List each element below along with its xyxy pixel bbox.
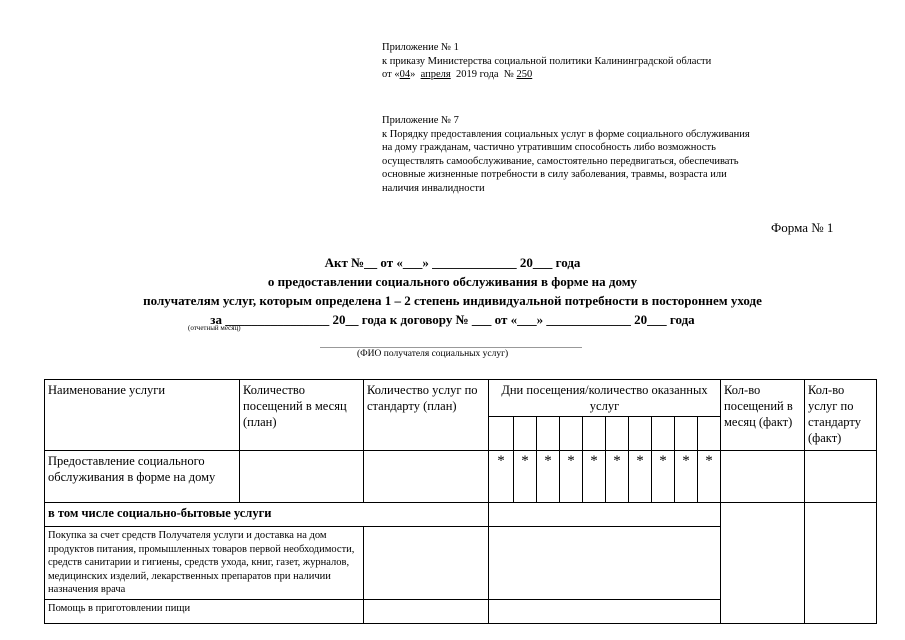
day-cell[interactable]	[560, 417, 583, 451]
services-table	[44, 379, 877, 624]
day-cell[interactable]	[629, 417, 652, 451]
header-services-fact: Кол-во услуг по стандарту (факт)	[805, 380, 877, 451]
date-month: апреля	[420, 69, 451, 80]
appendix1-title: Приложение № 1	[382, 42, 459, 53]
row-purchase-plan[interactable]	[364, 527, 489, 600]
header-name: Наименование услуги	[45, 380, 240, 451]
appendix7-title: Приложение № 7	[382, 115, 459, 126]
header-days: Дни посещения/количество оказанных услуг	[489, 380, 721, 417]
appendix1-line1: к приказу Министерства социальной политики Калининградской области	[382, 55, 712, 67]
star-mark: *	[629, 451, 652, 503]
date-prefix: от «	[382, 69, 400, 80]
day-cell[interactable]	[698, 417, 721, 451]
section-days-blank	[489, 503, 721, 527]
appendix7-line: наличия инвалидности	[382, 182, 485, 194]
star-mark: *	[583, 451, 606, 503]
row-cooking-name: Помощь в приготовлении пищи	[45, 599, 364, 623]
order-num-prefix: №	[503, 69, 514, 80]
act-title-line4: за ________________ 20__ года к договору № ___ от «___» _____________ 20___ года	[210, 312, 695, 327]
star-mark: *	[675, 451, 698, 503]
star-mark: *	[698, 451, 721, 503]
row-main-visits-fact[interactable]	[721, 451, 805, 503]
header-visits-fact: Кол-во посещений в месяц (факт)	[721, 380, 805, 451]
star-mark: *	[606, 451, 629, 503]
form-number: Форма № 1	[771, 220, 834, 235]
star-mark: *	[652, 451, 675, 503]
star-mark: *	[489, 451, 514, 503]
day-cell[interactable]	[514, 417, 537, 451]
row-cooking-plan[interactable]	[364, 599, 489, 623]
act-title-line3: получателям услуг, которым определена 1 – 2 степень индивидуальной потребности в постороннем уходе	[143, 293, 762, 308]
row-main-services-plan[interactable]	[364, 451, 489, 503]
day-cell[interactable]	[489, 417, 514, 451]
appendix7-line: осуществлять самообслуживание, самостоятельно передвигаться, обеспечивать	[382, 155, 739, 167]
appendix1-date-line	[382, 68, 711, 82]
section-services-fact-blank	[805, 503, 877, 624]
section-visits-fact-blank	[721, 503, 805, 624]
row-purchase-name: Покупка за счет средств Получателя услуги и доставка на дом продуктов питания, промышленных товаров первой необходимости, средств санитарии и гигиены, средств ухода, книг, газет, журналов, медицинских изделий, лекарственных препаратов при наличии назначения врача	[45, 527, 364, 600]
star-mark: *	[514, 451, 537, 503]
appendix7-line: к Порядку предоставления социальных услуг в форме социального обслуживания	[382, 128, 750, 140]
row-purchase-days[interactable]	[489, 527, 721, 600]
row-main-services-fact[interactable]	[805, 451, 877, 503]
appendix7-block	[382, 114, 750, 195]
day-cell[interactable]	[537, 417, 560, 451]
header-visits-plan: Количество посещений в месяц (план)	[240, 380, 364, 451]
date-day: 04	[399, 69, 411, 80]
date-year: 2019 года	[455, 69, 499, 80]
star-mark: *	[560, 451, 583, 503]
day-cell[interactable]	[583, 417, 606, 451]
month-note: (отчетный месяц)	[188, 324, 241, 332]
fio-note: (ФИО получателя социальных услуг)	[357, 349, 509, 359]
day-cell[interactable]	[606, 417, 629, 451]
header-services-plan: Количество услуг по стандарту (план)	[364, 380, 489, 451]
star-mark: *	[537, 451, 560, 503]
act-title-line1: Акт №__ от «___» _____________ 20___ года	[324, 255, 581, 270]
fio-line	[320, 347, 582, 348]
appendix7-line: на дому гражданам, частично утратившим способность либо возможность	[382, 142, 716, 153]
day-cell[interactable]	[652, 417, 675, 451]
row-main-name: Предоставление социального обслуживания в форме на дому	[45, 451, 240, 503]
act-title-block	[0, 253, 905, 329]
section-social-household: в том числе социально-бытовые услуги	[45, 503, 489, 527]
row-cooking-days[interactable]	[489, 599, 721, 623]
appendix7-line: основные жизненные потребности в силу заболевания, травмы, возраста или	[382, 169, 727, 180]
date-mid: »	[410, 69, 416, 80]
order-num: 250	[516, 69, 533, 80]
row-main-visits-plan[interactable]	[240, 451, 364, 503]
appendix1-block	[382, 41, 711, 82]
act-title-line2: о предоставлении социального обслуживания в форме на дому	[267, 274, 638, 289]
day-cell[interactable]	[675, 417, 698, 451]
